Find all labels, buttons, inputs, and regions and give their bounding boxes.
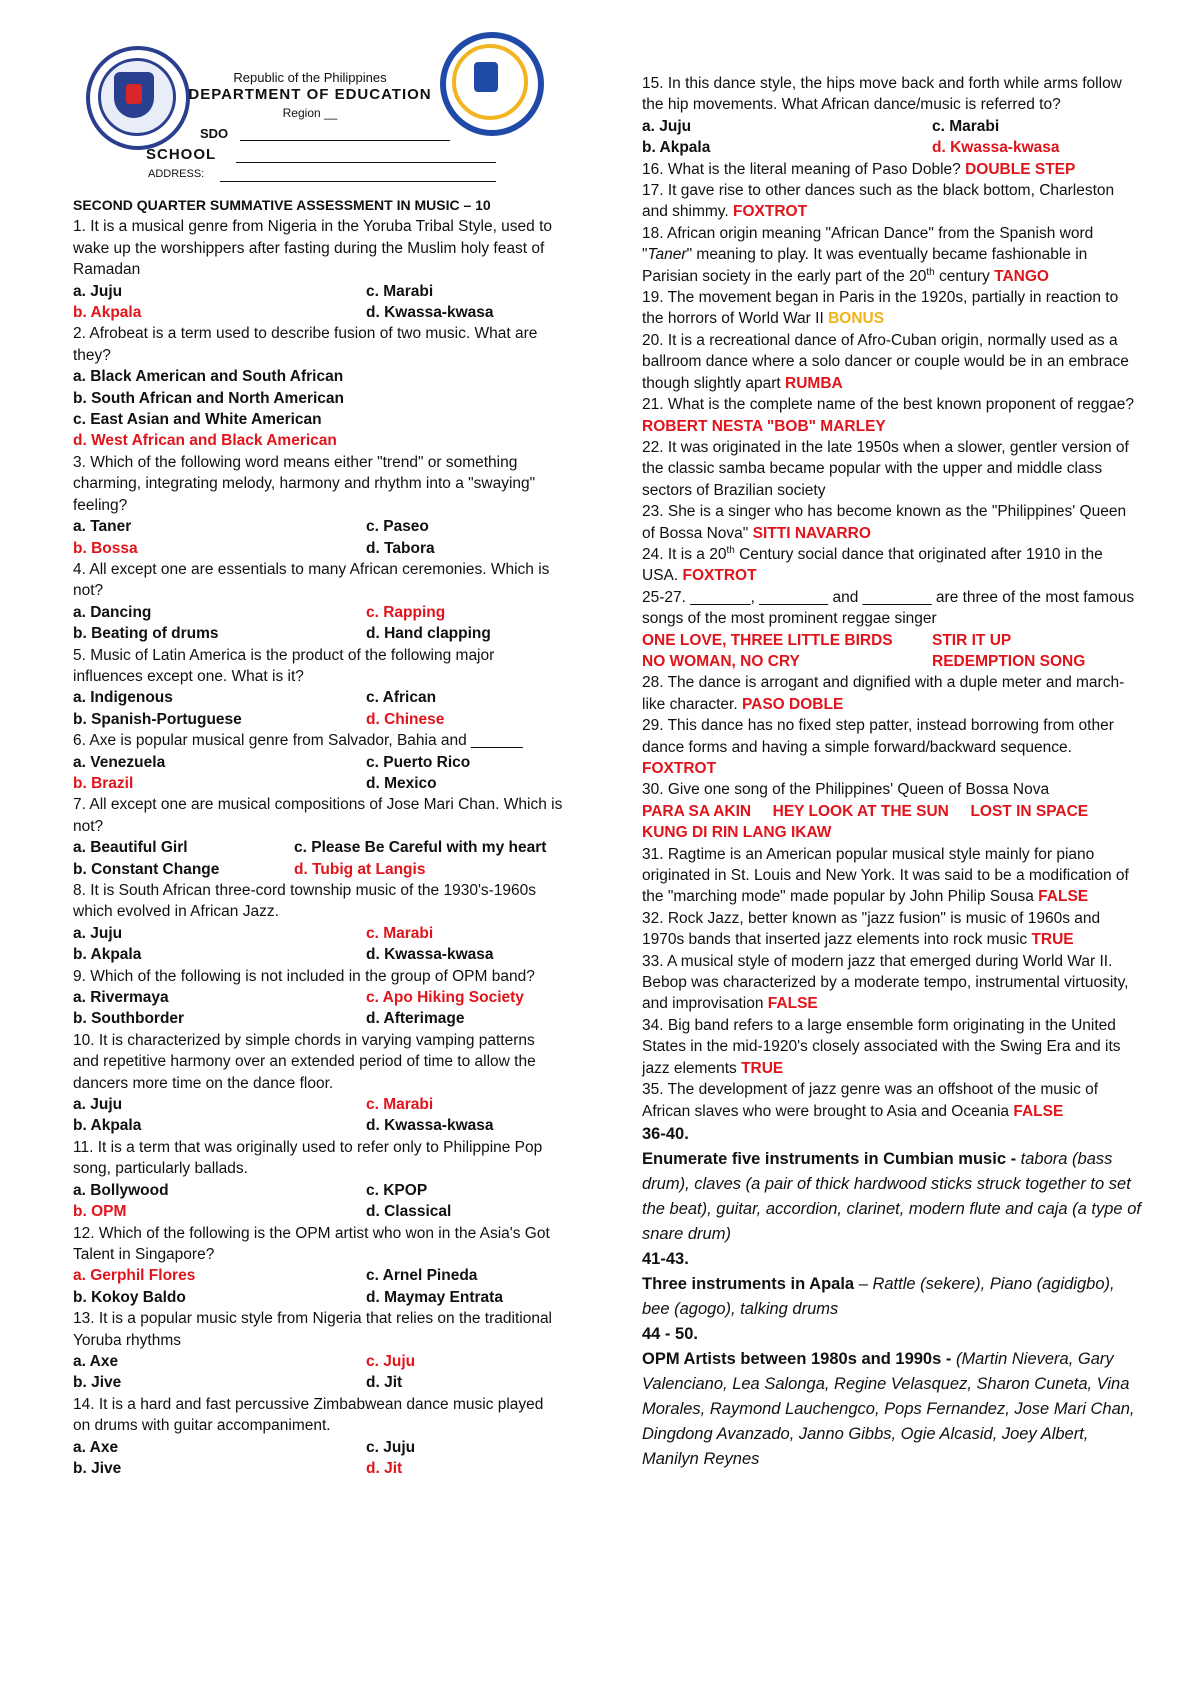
question-15: 15. In this dance style, the hips move back and forth while arms follow the hip movements. What African dance/music is referred to? <box>642 75 1122 114</box>
choices-12b <box>73 1287 563 1308</box>
choices-12 <box>73 1265 563 1286</box>
answer-choice: b. Brazil <box>73 774 134 792</box>
answer-choice: d. Kwassa-kwasa <box>932 139 1060 157</box>
choices-9 <box>73 987 563 1008</box>
choices-4b <box>73 623 563 644</box>
choice: c. KPOP <box>366 1181 428 1199</box>
republic-line: Republic of the Philippines <box>233 70 387 85</box>
answer: HEY LOOK AT THE SUN <box>772 802 949 820</box>
choice: c. Arnel Pineda <box>366 1267 478 1285</box>
choice: b. Akpala <box>73 1117 142 1135</box>
choices-9b <box>73 1008 563 1029</box>
answer: FALSE <box>767 995 818 1013</box>
choice: d. Kwassa-kwasa <box>366 1117 494 1135</box>
choice: b. Southborder <box>73 1010 185 1028</box>
answer-choice: c. Juju <box>366 1352 416 1370</box>
choice: d. Tabora <box>366 539 435 557</box>
question-text: 20. It is a recreational dance of Afro-Cuban origin, normally used as a ballroom dance where a solo dancer or couple would be in an embrace though slightly apart <box>642 331 1129 392</box>
answer-choice: b. OPM <box>73 1203 127 1221</box>
question-text: 29. This dance has no fixed step patter, instead borrowing from other dance forms and having a simple forward/backward sequence. <box>642 717 1114 756</box>
question-text: century <box>934 267 990 285</box>
question-19 <box>642 287 1142 330</box>
choices-6 <box>73 752 563 773</box>
choices-7b <box>73 859 563 880</box>
answer-choice: d. Jit <box>366 1459 403 1477</box>
choices-8b <box>73 944 563 965</box>
choices-15b <box>642 137 1142 158</box>
choices-3b <box>73 538 563 559</box>
question-34 <box>642 1015 1142 1079</box>
answer: (Martin Nievera, Gary Valenciano, Lea Salonga, Regine Velasquez, Sharon Cuneta, Vina Morales, Raymond Lauchengco, Pops Fernandez, Jose Mari Chan, Dingdong Avanzado, Janno Gibbs, Ogie Alcasid, Joey Albert, Manilyn Reynes <box>642 1349 1135 1468</box>
answer-choice: b. Bossa <box>73 539 138 557</box>
answer: SITTI NAVARRO <box>752 524 871 542</box>
question-text: 16. What is the literal meaning of Paso Doble? <box>642 160 961 178</box>
choice: b. Akpala <box>73 946 142 964</box>
question-31 <box>642 844 1142 908</box>
choice: d. Classical <box>366 1203 452 1221</box>
choice: c. Juju <box>366 1438 416 1456</box>
choice: b. Jive <box>73 1374 122 1392</box>
choice: d. Mexico <box>366 774 437 792</box>
school-label: SCHOOL <box>146 146 217 163</box>
address-label: ADDRESS: <box>148 168 205 180</box>
choice: a. Juju <box>73 1096 123 1114</box>
page-title: SECOND QUARTER SUMMATIVE ASSESSMENT IN MUSIC – 10 <box>73 197 491 213</box>
answer-choice: c. Apo Hiking Society <box>366 989 524 1007</box>
question-17 <box>642 180 1142 223</box>
question-text: 35. The development of jazz genre was an offshoot of the music of African slaves who were brought to Asia and Oceania <box>642 1081 1099 1120</box>
answer: FOXTROT <box>682 567 757 585</box>
answer: DOUBLE STEP <box>965 160 1076 178</box>
choices-10b <box>73 1115 563 1136</box>
choice: a. Juju <box>642 117 692 135</box>
answer: REDEMPTION SONG <box>932 652 1086 670</box>
choice: d. Maymay Entrata <box>366 1288 503 1306</box>
question-4: 4. All except one are essentials to many African ceremonies. Which is not? <box>73 560 550 600</box>
question-25-27: 25-27. _______, ________ and ________ are three of the most famous songs of the most prominent reggae singer <box>642 588 1135 628</box>
answers-25-27b <box>642 651 1142 672</box>
choice: b. Akpala <box>642 139 711 157</box>
choices-5 <box>73 687 563 708</box>
answer: FALSE <box>1013 1102 1064 1120</box>
choice: d. Hand clapping <box>366 625 491 643</box>
question-text: 23. She is a singer who has become known as the "Philippines' Queen of Bossa Nova" <box>642 503 1127 542</box>
question-text: 33. A musical style of modern jazz that emerged during World War II. Bebop was characterized by a moderate tempo, instrumental virtuosity, and improvisation <box>642 952 1129 1013</box>
question-text: 18. African origin meaning "African Dance" from the Spanish word " <box>642 224 1094 264</box>
choices-1 <box>73 281 563 302</box>
answer-choice: c. Marabi <box>366 1096 434 1114</box>
answer: FALSE <box>1038 888 1089 906</box>
choice: c. Marabi <box>366 282 434 300</box>
choices-10 <box>73 1094 563 1115</box>
choice: b. Kokoy Baldo <box>73 1288 186 1306</box>
choices-13b <box>73 1372 563 1393</box>
question-10: 10. It is characterized by simple chords in varying vamping patterns and repetitive harmony over an extended period of time to allow the dancers more time on the dance floor. <box>73 1031 536 1092</box>
choice: a. Axe <box>73 1438 119 1456</box>
answer: PASO DOBLE <box>741 695 844 713</box>
choice: a. Juju <box>73 282 123 300</box>
choice: d. Afterimage <box>366 1010 465 1028</box>
choice: b. Spanish-Portuguese <box>73 710 242 728</box>
choices-14b <box>73 1458 563 1479</box>
choices-11b <box>73 1201 563 1222</box>
choice: a. Bollywood <box>73 1181 169 1199</box>
question-18 <box>642 223 1142 287</box>
question-36-40 <box>642 1147 1142 1247</box>
choice: a. Dancing <box>73 603 152 621</box>
answer: TRUE <box>741 1059 784 1077</box>
question-text: 32. Rock Jazz, better known as "jazz fusion" is music of 1960s and 1970s bands that inserted jazz elements into rock music <box>642 909 1101 949</box>
choice: c. Marabi <box>932 117 1000 135</box>
answer: BONUS <box>828 310 885 328</box>
choice: d. Kwassa-kwasa <box>366 946 494 964</box>
question-text: 34. Big band refers to a large ensemble form originating in the United States in the mid-1920's closely associated with the Swing Era and its jazz elements <box>642 1016 1121 1077</box>
question-text: OPM Artists between 1980s and 1990s - <box>642 1349 952 1368</box>
choices-7 <box>73 837 563 858</box>
answer: LOST IN SPACE <box>970 802 1089 820</box>
question-3: 3. Which of the following word means either "trend" or something charming, integrating melody, harmony and rhythm into a "swaying" feeling? <box>73 453 536 514</box>
answer: TRUE <box>1031 931 1074 949</box>
answer-choice: d. Tubig at Langis <box>294 860 426 878</box>
answer-choice: b. Akpala <box>73 304 142 322</box>
choices-4 <box>73 602 563 623</box>
choice: a. Axe <box>73 1352 119 1370</box>
question-21 <box>642 394 1142 437</box>
question-1: 1. It is a musical genre from Nigeria in the Yoruba Tribal Style, used to wake up the worshippers after fasting during the Muslim holy feast of Ramadan <box>73 218 553 279</box>
answer-choice: d. Chinese <box>366 710 445 728</box>
question-text: " meaning to play. It was eventually became fashionable in Parisian society in the early part of the 20 <box>642 246 1088 285</box>
question-24 <box>642 544 1142 587</box>
superscript: th <box>926 266 935 278</box>
question-6: 6. Axe is popular musical genre from Salvador, Bahia and ______ <box>73 732 523 750</box>
choice: a. Black American and South African <box>73 368 344 386</box>
question-23 <box>642 501 1142 544</box>
question-2: 2. Afrobeat is a term used to describe fusion of two music. What are they? <box>73 325 538 364</box>
superscript: th <box>726 544 735 556</box>
sdo-blank <box>240 140 450 141</box>
question-text: Three instruments in Apala <box>642 1274 855 1293</box>
department-line: DEPARTMENT OF EDUCATION <box>188 86 432 103</box>
answer: FOXTROT <box>733 203 808 221</box>
question-number: 41-43. <box>642 1249 689 1268</box>
question-text: Enumerate five instruments in Cumbian music - <box>642 1149 1017 1168</box>
choices-14 <box>73 1437 563 1458</box>
right-column <box>642 73 1142 1472</box>
answer: – Rattle (sekere), Piano (agidigbo), bee (agogo), talking drums <box>642 1274 1115 1318</box>
choice: a. Indigenous <box>73 689 173 707</box>
choice: c. Puerto Rico <box>366 753 471 771</box>
answer: TANGO <box>994 267 1049 285</box>
question-text: Taner <box>647 246 687 264</box>
answer-choice: c. Rapping <box>366 603 446 621</box>
question-number: 36-40. <box>642 1124 689 1143</box>
choice: a. Venezuela <box>73 753 166 771</box>
answer: ROBERT NESTA "BOB" MARLEY <box>642 417 886 435</box>
question-number: 44 - 50. <box>642 1324 698 1343</box>
question-33 <box>642 951 1142 1015</box>
question-14: 14. It is a hard and fast percussive Zimbabwean dance music played on drums with guitar accompaniment. <box>73 1395 544 1435</box>
choices-8 <box>73 923 563 944</box>
answer-choice: d. West African and Black American <box>73 432 337 450</box>
question-41-43 <box>642 1272 1142 1322</box>
question-30: 30. Give one song of the Philippines' Queen of Bossa Nova <box>642 781 1050 799</box>
question-13: 13. It is a popular music style from Nigeria that relies on the traditional Yoruba rhythms <box>73 1310 553 1349</box>
left-column <box>73 195 563 1479</box>
answer-choice: c. Marabi <box>366 924 434 942</box>
choice: d. Jit <box>366 1374 403 1392</box>
choice: c. African <box>366 689 437 707</box>
question-5: 5. Music of Latin America is the product of the following major influences except one. What is it? <box>73 646 495 685</box>
answer: ONE LOVE, THREE LITTLE BIRDS <box>642 631 893 649</box>
region-line: Region __ <box>282 106 338 120</box>
choice: b. Beating of drums <box>73 625 219 643</box>
question-16 <box>642 159 1142 180</box>
question-8: 8. It is South African three-cord township music of the 1930's-1960s which evolved in African Jazz. <box>73 882 537 921</box>
question-28 <box>642 672 1142 715</box>
question-29 <box>642 715 1142 779</box>
choices-1b <box>73 302 563 323</box>
answer: tabora (bass drum), claves (a pair of thick hardwood sticks struck together to set the beat), guitar, accordion, clarinet, modern flute and caja (a type of snare drum) <box>642 1149 1141 1243</box>
choice: a. Taner <box>73 518 132 536</box>
answer-choice: a. Gerphil Flores <box>73 1267 196 1285</box>
choices-6b <box>73 773 563 794</box>
question-32 <box>642 908 1142 951</box>
question-9: 9. Which of the following is not included in the group of OPM band? <box>73 967 535 985</box>
choices-3 <box>73 516 563 537</box>
answer: FOXTROT <box>642 760 717 777</box>
question-11: 11. It is a term that was originally used to refer only to Philippine Pop song, particularly ballads. <box>73 1138 543 1178</box>
choices-5b <box>73 709 563 730</box>
choice: b. Constant Change <box>73 860 220 878</box>
question-text: 28. The dance is arrogant and dignified with a duple meter and march-like character. <box>642 674 1125 713</box>
choices-11 <box>73 1180 563 1201</box>
question-7: 7. All except one are musical compositions of Jose Mari Chan. Which is not? <box>73 796 563 835</box>
answer: PARA SA AKIN <box>642 802 752 820</box>
school-blank <box>236 162 496 163</box>
question-22: 22. It was originated in the late 1950s when a slower, gentler version of the classic samba became popular with the upper and middle class sectors of Brazilian society <box>642 438 1129 499</box>
choices-15 <box>642 116 1142 137</box>
choice: a. Rivermaya <box>73 989 169 1007</box>
choice: c. Paseo <box>366 518 429 536</box>
question-text: 17. It gave rise to other dances such as the black bottom, Charleston and shimmy. <box>642 182 1115 221</box>
choice: b. Jive <box>73 1459 122 1477</box>
answer: RUMBA <box>785 374 843 392</box>
answers-30 <box>642 801 1142 822</box>
choice: a. Juju <box>73 924 123 942</box>
answer: NO WOMAN, NO CRY <box>642 652 800 670</box>
choices-13 <box>73 1351 563 1372</box>
question-12: 12. Which of the following is the OPM artist who won in the Asia's Got Talent in Singapore? <box>73 1224 550 1263</box>
question-text: 24. It is a 20 <box>642 545 727 563</box>
letterhead <box>80 30 540 190</box>
question-text: 31. Ragtime is an American popular musical style mainly for piano originated in St. Louis and New York. It was said to be a modification of the "marching mode" made popular by John Philip Sousa <box>642 845 1129 906</box>
sdo-label: SDO <box>200 126 229 141</box>
question-text: Century social dance that originated after 1910 in the USA. <box>642 545 1103 585</box>
choice: c. Please Be Careful with my heart <box>294 839 547 857</box>
answer: STIR IT UP <box>932 631 1012 649</box>
choice: c. East Asian and White American <box>73 411 322 429</box>
question-20 <box>642 330 1142 394</box>
question-text: 21. What is the complete name of the best known proponent of reggae? <box>642 396 1135 414</box>
choice: b. South African and North American <box>73 389 344 407</box>
answers-25-27 <box>642 630 1142 651</box>
question-text: 19. The movement began in Paris in the 1920s, partially in reaction to the horrors of World War II <box>642 289 1119 328</box>
address-blank <box>220 181 496 182</box>
question-44-50 <box>642 1347 1142 1472</box>
choice: d. Kwassa-kwasa <box>366 304 494 322</box>
question-35 <box>642 1079 1142 1122</box>
choice: a. Beautiful Girl <box>73 839 188 857</box>
answers-30b: KUNG DI RIN LANG IKAW <box>642 824 832 842</box>
